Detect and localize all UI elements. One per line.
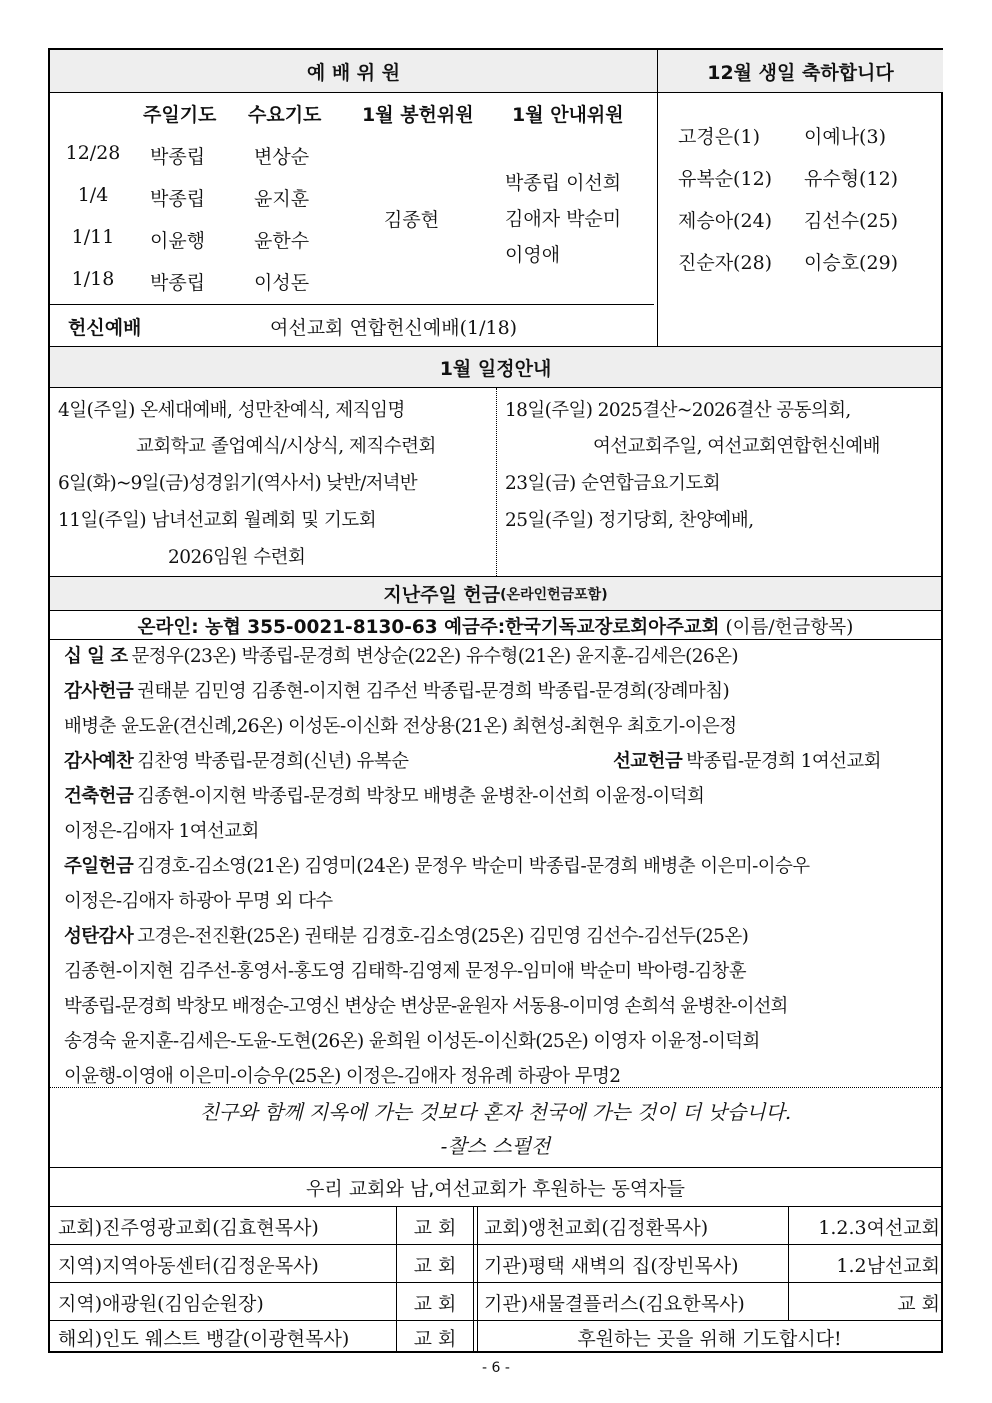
offering-text: 문정우(23온) 박종립-문경희 변상순(22온) 유수형(21온) 윤지훈-김세은(26온)	[131, 646, 739, 667]
bulletin-page	[48, 48, 943, 1353]
offering-key: 선교헌금	[613, 751, 683, 772]
offering-key: 감사예찬	[64, 751, 134, 772]
offering-line	[64, 992, 788, 1018]
offering-line	[64, 852, 810, 878]
offering-line	[64, 712, 736, 738]
schedule-right-line: 23일(금) 순연합금요기도회	[505, 473, 721, 494]
offering-text: 이정은-김애자 1여선교회	[64, 821, 259, 842]
offering-line	[64, 957, 746, 983]
support-row	[50, 1206, 941, 1245]
prayer-line: 후원하는 곳을 위해 기도합시다!	[577, 1328, 842, 1350]
support-name: 교회)진주영광교회(김효현목사)	[58, 1216, 319, 1239]
worship-committee-title: 예 배 위 원	[50, 50, 657, 92]
page-number: - 6 -	[482, 1360, 510, 1376]
support-name: 지역)애광원(김임순원장)	[58, 1292, 264, 1315]
col-header-offering-committee: 1월 봉헌위원	[362, 104, 474, 126]
birthday-name: 이승호(29)	[804, 252, 899, 274]
support-by: 교 회	[413, 1254, 457, 1277]
row-date: 1/4	[77, 184, 109, 206]
row-date: 1/18	[71, 268, 115, 290]
row-wednesday-prayer: 윤한수	[254, 230, 310, 252]
offering-key: 성탄감사	[64, 926, 134, 947]
support-name: 기관)평택 새벽의 집(장빈목사)	[484, 1254, 739, 1277]
row-sunday-prayer: 박종립	[150, 272, 206, 294]
schedule-left-line: 교회학교 졸업예식/시상식, 제직수련회	[136, 436, 436, 457]
schedule-title: 1월 일정안내	[50, 347, 941, 387]
schedule-right-line: 여선교회주일, 여선교회연합헌신예배	[593, 436, 880, 457]
schedule-left-line: 11일(주일) 남녀선교회 월례회 및 기도회	[58, 510, 377, 531]
support-by: 교 회	[413, 1292, 457, 1315]
support-by: 교 회	[413, 1216, 457, 1239]
col-header-sunday-prayer: 주일기도	[143, 104, 217, 126]
usher-line: 박종립 이선희	[505, 172, 622, 194]
support-name: 지역)지역아동센터(김정운목사)	[58, 1254, 319, 1277]
birthday-name: 유수형(12)	[804, 168, 899, 190]
support-row	[50, 1320, 941, 1354]
birthday-name: 이예나(3)	[804, 126, 886, 148]
row-date: 12/28	[65, 142, 121, 164]
usher-line: 이영애	[505, 244, 561, 266]
offering-text: 김찬영 박종립-문경희(신년) 유복순	[137, 751, 409, 772]
birthday-name: 고경은(1)	[678, 126, 760, 148]
offering-member: 김종현	[384, 209, 440, 231]
col-header-wednesday-prayer: 수요기도	[248, 104, 322, 126]
quote-text: 친구와 함께 지옥에 가는 것보다 혼자 천국에 가는 것이 더 낫습니다.	[199, 1100, 792, 1124]
offering-line	[64, 1027, 760, 1053]
support-row	[50, 1282, 941, 1321]
support-title: 우리 교회와 남,여선교회가 후원하는 동역자들	[50, 1168, 941, 1206]
offering-text: 김종현-이지현 김주선-홍영서-홍도영 김태학-김영제 문정우-임미애 박순미 박아령-김창훈	[64, 961, 747, 982]
row-sunday-prayer: 박종립	[150, 146, 206, 168]
support-row	[50, 1244, 941, 1283]
support-name: 기관)새물결플러스(김요한목사)	[484, 1292, 745, 1315]
dedication-value: 여선교회 연합헌신예배(1/18)	[270, 317, 518, 339]
offering-line	[64, 782, 704, 808]
offering-line	[64, 747, 408, 773]
support-by: 교 회	[413, 1328, 457, 1350]
birthday-title: 12월 생일 축하합니다	[658, 50, 943, 92]
offering-line	[64, 1062, 620, 1088]
offering-title	[50, 577, 941, 610]
offering-line	[64, 642, 738, 668]
offering-key: 십 일 조	[64, 646, 128, 667]
offering-line	[64, 887, 333, 913]
schedule-left-line: 2026임원 수련회	[168, 547, 306, 568]
offering-text: 배병춘 윤도윤(견신례,26온) 이성돈-이신화 전상용(21온) 최현성-최현우 최호기-이은정	[64, 716, 737, 737]
mission-offering-line	[613, 747, 881, 773]
offering-text: 권태분 김민영 김종현-이지현 김주선 박종립-문경희 박종립-문경희(장례마침)	[137, 681, 730, 702]
schedule-left-line: 6일(화)~9일(금)성경읽기(역사서) 낮반/저녁반	[58, 473, 417, 494]
birthday-name: 제승아(24)	[678, 210, 773, 232]
row-wednesday-prayer: 변상순	[254, 146, 310, 168]
offering-title-note: (온라인헌금포함)	[500, 586, 608, 603]
offering-text: 김경호-김소영(21온) 김영미(24온) 문정우 박순미 박종립-문경희 배병춘 이은미-이승우	[137, 856, 810, 877]
support-by: 1.2남선교회	[836, 1254, 940, 1277]
birthday-name: 유복순(12)	[678, 168, 773, 190]
usher-line: 김애자 박순미	[505, 208, 622, 230]
offering-line	[64, 677, 729, 703]
row-sunday-prayer: 박종립	[150, 188, 206, 210]
offering-key: 감사헌금	[64, 681, 134, 702]
offering-text: 김종현-이지현 박종립-문경희 박창모 배병춘 윤병찬-이선희 이윤정-이덕희	[137, 786, 705, 807]
online-account-note: (이름/헌금항목)	[725, 617, 854, 638]
offering-text: 이윤행-이영애 이은미-이승우(25온) 이정은-김애자 정유례 하광아 무명2	[64, 1066, 621, 1087]
schedule-right-line: 18일(주일) 2025결산~2026결산 공동의회,	[505, 400, 851, 421]
row-wednesday-prayer: 이성돈	[254, 272, 310, 294]
support-name: 교회)앵천교회(김정환목사)	[484, 1216, 709, 1239]
offering-text: 박종립-문경희 1여선교회	[686, 751, 881, 772]
offering-line	[64, 922, 748, 948]
offering-line	[64, 817, 259, 843]
row-wednesday-prayer: 윤지훈	[254, 188, 310, 210]
offering-text: 박종립-문경희 박창모 배정순-고영신 변상순 변상문-윤원자 서동용-이미영 손희석 윤병찬-이선희	[64, 996, 788, 1017]
schedule-right-line: 25일(주일) 정기당회, 찬양예배,	[505, 510, 754, 531]
support-by: 1.2.3여선교회	[818, 1216, 940, 1239]
col-header-usher-committee: 1월 안내위원	[512, 104, 624, 126]
offering-text: 이정은-김애자 하광아 무명 외 다수	[64, 891, 333, 912]
birthday-name: 진순자(28)	[678, 252, 773, 274]
online-account-label: 온라인: 농협 355-0021-8130-63 예금주:한국기독교장로회아주교회	[137, 617, 720, 638]
offering-title-text: 지난주일 헌금	[383, 584, 501, 606]
online-account	[50, 613, 941, 639]
offering-key: 주일헌금	[64, 856, 134, 877]
offering-text: 송경숙 윤지훈-김세은-도윤-도현(26온) 윤희원 이성돈-이신화(25온) 이영자 이윤정-이덕희	[64, 1031, 760, 1052]
offering-key: 건축헌금	[64, 786, 134, 807]
row-date: 1/11	[71, 226, 115, 248]
schedule-left-line: 4일(주일) 온세대예배, 성만찬예식, 제직임명	[58, 400, 405, 421]
quote-author: -찰스 스펄전	[440, 1134, 551, 1158]
support-name: 해외)인도 웨스트 뱅갈(이광현목사)	[58, 1328, 350, 1350]
row-sunday-prayer: 이윤행	[150, 230, 206, 252]
support-by: 교 회	[897, 1292, 940, 1315]
birthday-name: 김선수(25)	[804, 210, 899, 232]
dedication-label: 헌신예배	[68, 317, 142, 339]
offering-text: 고경은-전진환(25온) 권태분 김경호-김소영(25온) 김민영 김선수-김선두(25온)	[137, 926, 749, 947]
